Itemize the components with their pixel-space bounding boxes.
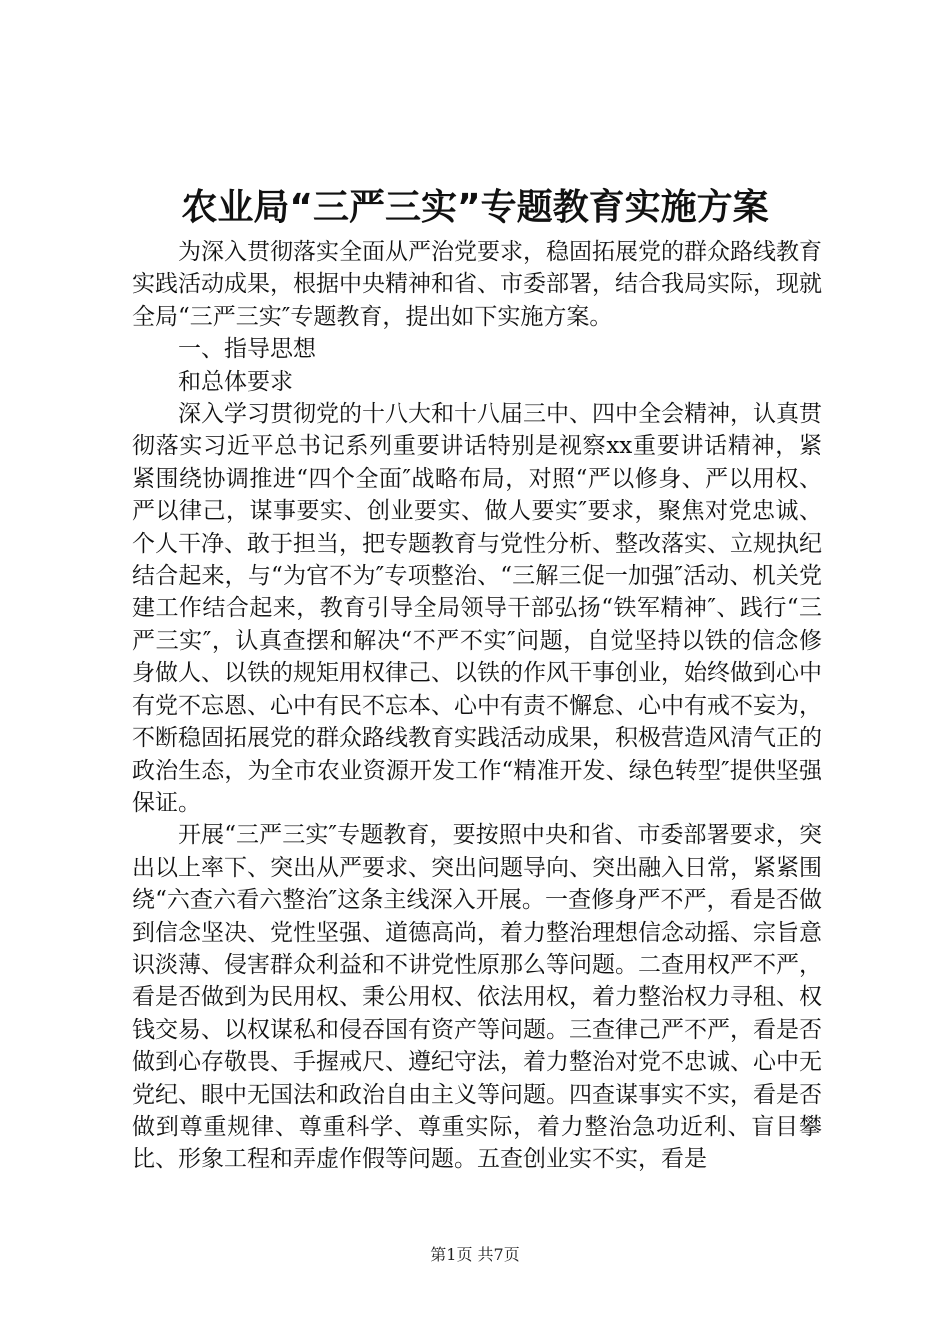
- guiding-thought-paragraph: 深入学习贯彻党的十八大和十八届三中、四中全会精神，认真贯彻落实习近平总书记系列重要讲话特别是视察xx重要讲话精神，紧紧围绕协调推进“四个全面″战略布局，对照“严以修身、严以用权、严以律己，谋事要实、创业要实、做人要实″要求，聚焦对党忠诚、个人干净、敢于担当，把专题教育与党性分析、整改落实、立规执纪结合起来，与“为官不为″专项整治、“三解三促一加强″活动、机关党建工作结合起来，教育引导全局领导干部弘扬“铁军精神″、践行“三严三实″，认真查摆和解决“不严不实″问题，自觉坚持以铁的信念修身做人、以铁的规矩用权律己、以铁的作风干事创业，始终做到心中有党不忘恩、心中有民不忘本、心中有责不懈怠、心中有戒不妄为，不断稳固拓展党的群众路线教育实践活动成果，积极营造风清气正的政治生态，为全市农业资源开发工作“精准开发、绿色转型″提供坚强保证。: [132, 401, 822, 816]
- section-heading-general-requirements: 和总体要求: [178, 368, 293, 395]
- document-title: 农业局“三严三实”专题教育实施方案: [181, 187, 769, 228]
- intro-paragraph: 为深入贯彻落实全面从严治党要求，稳固拓展党的群众路线教育实践活动成果，根据中央精神和省、市委部署，结合我局实际，现就全局“三严三实″专题教育，提出如下实施方案。: [132, 239, 822, 330]
- page-number-footer: 第1页 共7页: [430, 1245, 520, 1264]
- document-body: [132, 236, 822, 1176]
- section-heading-guiding-thought: 一、指导思想: [178, 336, 316, 363]
- implementation-paragraph: 开展“三严三实″专题教育，要按照中央和省、市委部署要求，突出以上率下、突出从严要求、突出问题导向、突出融入日常，紧紧围绕“六查六看六整治″这条主线深入开展。一查修身严不严，看是否做到信念坚决、党性坚强、道德高尚，着力整治理想信念动摇、宗旨意识淡薄、侵害群众利益和不讲党性原那么等问题。二查用权严不严，看是否做到为民用权、秉公用权、依法用权，着力整治权力寻租、权钱交易、以权谋私和侵吞国有资产等问题。三查律己严不严，看是否做到心存敬畏、手握戒尺、遵纪守法，着力整治对党不忠诚、心中无党纪、眼中无国法和政治自由主义等问题。四查谋事实不实，看是否做到尊重规律、尊重科学、尊重实际，着力整治急功近利、盲目攀比、形象工程和弄虚作假等问题。五查创业实不实，看是: [132, 822, 822, 1173]
